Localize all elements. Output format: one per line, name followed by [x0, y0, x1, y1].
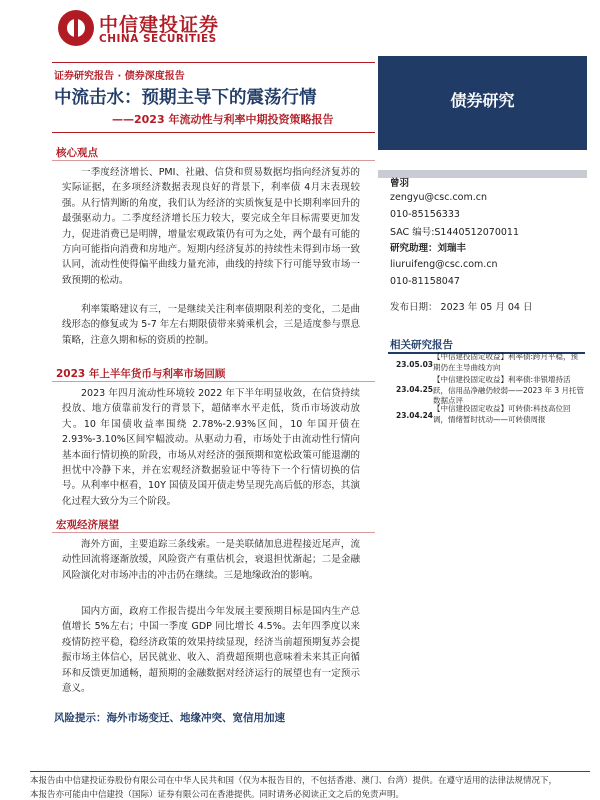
review-heading: 2023 年上半年货币与利率市场回顾: [56, 368, 226, 380]
analyst-name: 曾羽: [390, 178, 410, 189]
assistant-email[interactable]: liuruifeng@csc.com.cn: [390, 259, 498, 270]
core-heading: 核心观点: [56, 147, 98, 159]
header-divider-top: [52, 62, 375, 63]
footer-disclaimer-line-2: 本报告亦可能由中信建投（国际）证券有限公司在香港提供。同时请务必阅读正文之后的免责声明。: [30, 790, 405, 800]
review-heading-rule: [52, 381, 375, 382]
core-paragraph-1: 一季度经济增长、PMI、社融、信贷和贸易数据均指向经济复苏的实际证据，在多项经济数据表现良好的背景下，利率债 4月末表现较强。从行情判断的角度，我们认为经济的实质恢复是中长期利率回升的最强驱动力。二季度经济增长压力较大，要完成全年目标需要更加发力，促进消费已是明牌，增量宏观政策仍有可为之处，两个最有可能的方向可能指向消费和房地产。短期内经济复苏的持续性未得到市场一致认同，流动性使得偏平曲线力量充沛，曲线的持续下行可能导致市场一致预期的松动。: [62, 167, 360, 286]
related-report-date: 23.04.25: [396, 385, 434, 394]
assistant-phone: 010-81158047: [390, 276, 460, 287]
risk-warning: 风险提示：海外市场变迁、地缘冲突、宽信用加速: [54, 712, 285, 724]
report-series: 证券研究报告 · 债券深度报告: [54, 71, 185, 82]
core-heading-rule: [52, 160, 375, 161]
report-title: 中流击水：预期主导下的震荡行情: [54, 88, 317, 108]
logo-cn-text: 中信建投证券: [99, 14, 220, 36]
analyst-sac-id: SAC 编号:S1440512070011: [390, 227, 519, 238]
related-report-date: 23.04.24: [396, 411, 434, 420]
macro-paragraph-1: 海外方面，主要追踪三条线索。一是美联储加息进程接近尾声，流动性回流将逐渐放缓，风险资产有重估机会，衰退担忧渐起；二是金融风险演化对市场冲击的冲击仍在继续。三是地缘政治的影响。: [62, 539, 360, 581]
macro-paragraph-2: 国内方面，政府工作报告提出今年发展主要预期目标是国内生产总值增长 5%左右；中国一季度 GDP 同比增长 4.5%。去年四季度以来疫情防控平稳，稳经济政策的效果持续显现，经济当前超预期复苏会提振市场主体信心，居民就业、收入、消费超预期也意味着未来其正向循环和反馈更加通畅，超预期的金融数据对经济运行的展望也有一定预示意义。: [62, 606, 360, 695]
core-paragraph-2: 利率策略建议有三，一是继续关注利率债期限利差的变化，二是曲线形态的修复或为 5-7 年左右期限债带来骑乘机会，三是适度参与票息策略，注意久期和标的资质的控制。: [62, 304, 360, 346]
assistant-name: 研究助理：刘瑞丰: [390, 243, 467, 254]
analyst-phone: 010-85156333: [390, 209, 460, 220]
footer-divider: [30, 771, 590, 772]
footer-disclaimer-line-1: 本报告由中信建投证券股份有限公司在中华人民共和国（仅为本报告目的，不包括香港、澳门、台湾）提供。在遵守适用的法律法规情况下，: [30, 776, 558, 786]
related-report-link[interactable]: 【中信建投固定收益】利率债:跨月平稳，预期仍在主导曲线方向: [433, 352, 579, 372]
category-banner-label: 债券研究: [450, 91, 515, 110]
macro-heading: 宏观经济展望: [56, 519, 119, 531]
related-report-link[interactable]: 【中信建投固定收益】可转债:科技高位回调，情绪暂时扰动——可转债周报: [433, 404, 571, 424]
analyst-email[interactable]: zengyu@csc.com.cn: [390, 192, 487, 203]
related-report-date: 23.05.03: [396, 360, 434, 369]
related-reports-title: 相关研究报告: [390, 339, 453, 351]
review-paragraph: 2023 年四月流动性环境较 2022 年下半年明显收敛，在信贷持续投放、地方债靠前发行的背景下，超储率水平走低，货币市场波动放大。10 年国债收益率围绕 2.78%-2.93%区间，10 年国开债在 2.93%-3.10%区间窄幅波动。从驱动力看，市场处于由流动性行情向基本面行情切换的阶段，市场从对经济的强预期和宽松政策可能退潮的担忧中冷静下来，并在宏观经济数据验证中等待下一个行情切换的信号。从利率中枢看，10Y 国债及国开债走势呈现先高后低的形态，其演化过程大致分为三个阶段。: [62, 388, 360, 507]
publish-date: 发布日期： 2023 年 05 月 04 日: [390, 302, 533, 313]
sidebar-accent-bar: [378, 170, 587, 178]
related-report-link[interactable]: 【中信建投固定收益】利率债:非银增持活跃，信用品净融仍较弱——2023 年 3 月托管数据点评: [433, 375, 585, 405]
macro-heading-rule: [52, 532, 375, 533]
report-subtitle: ——2023 年流动性与利率中期投资策略报告: [112, 113, 334, 126]
header-divider-bottom: [52, 132, 375, 133]
company-logo-icon: [58, 10, 94, 46]
logo-en-text: CHINA SECURITIES: [99, 33, 217, 45]
